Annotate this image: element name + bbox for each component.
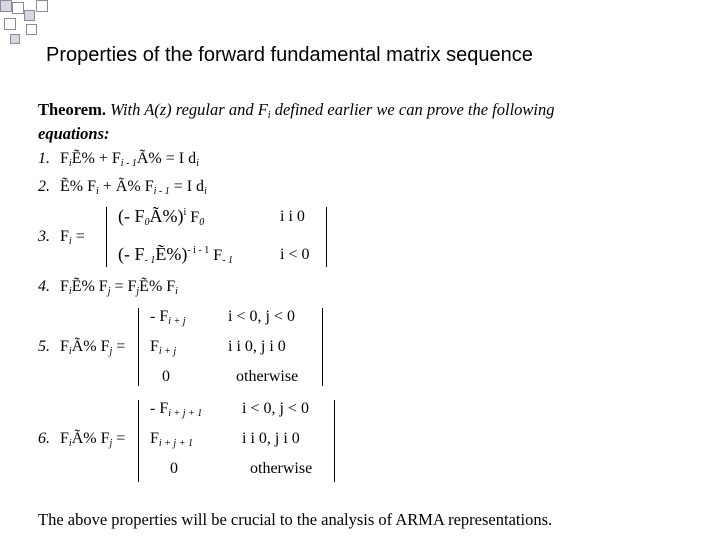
brace-left [138, 308, 139, 386]
equation-number: 1. [38, 150, 50, 167]
equation-6-lhs: $F_iÃ\%$ $F_j$ = [60, 430, 126, 449]
equation-5-cond-2: i i 0, j i 0 [228, 338, 286, 355]
equation-5-row-2: $F_{i + j}$ [150, 338, 177, 357]
equation-number: 6. [38, 430, 50, 447]
equation-4: $F_iẼ\%$ $F_j$ = $F_jẼ\%$ $F_i$ [60, 278, 178, 297]
equation-number: 4. [38, 278, 50, 295]
theorem-label: Theorem. [38, 100, 106, 119]
conclusion-text: The above properties will be crucial to the analysis of ARMA representations. [38, 510, 553, 529]
decor-square [12, 2, 24, 14]
theorem-statement: Theorem. With A(z) regular and $F_i$ defined earlier we can prove the following [38, 100, 555, 121]
decor-square [24, 10, 35, 21]
slide-title: Properties of the forward fundamental matrix sequence [46, 44, 533, 66]
equation-3-cond-2: i < 0 [280, 246, 310, 263]
equation-1: $F_iẼ\%$ + $F_{i - 1}Ã\% = I$ $d_i$ [60, 150, 199, 169]
theorem-text-2: defined earlier we can prove the following [270, 100, 555, 119]
theorem-text: With A(z) regular and F [105, 100, 268, 119]
decor-square [10, 34, 20, 44]
equations-label: equations: [38, 124, 110, 143]
brace-left [138, 400, 139, 482]
brace-right [334, 400, 335, 482]
equation-6-row-1: - $F_{i + j + 1}$ [150, 400, 203, 419]
equation-6-cond-2: i i 0, j i 0 [242, 430, 300, 447]
equation-3-lhs: $F_i$ = [60, 228, 85, 247]
equation-6-row-2: $F_{i + j + 1}$ [150, 430, 193, 449]
decor-square [36, 0, 48, 12]
equation-2: Ẽ% $F_i$ + Ã% $F_{i - 1} = I$ $d_i$ [60, 178, 207, 197]
decor-square [26, 24, 37, 35]
equation-6-cond-1: i < 0, j < 0 [242, 400, 309, 417]
brace-left [106, 207, 107, 267]
equation-3-case-1: (- $F_0Ã\%)^i$ $F_0$ [118, 206, 205, 228]
equation-number: 2. [38, 178, 50, 195]
equation-3-case-2: (- $F_{- 1}Ẽ\%)^{- i - 1}$ $F_{- 1}$ [118, 244, 234, 266]
equation-3-cond-1: i i 0 [280, 208, 305, 225]
equation-6-cond-3: otherwise [250, 460, 313, 477]
equation-number: 5. [38, 338, 50, 355]
equation-number: 3. [38, 228, 50, 245]
equation-5-cond-1: i < 0, j < 0 [228, 308, 295, 325]
brace-right [322, 308, 323, 386]
decor-square [0, 0, 12, 12]
brace-right [326, 207, 327, 267]
decor-square [4, 18, 16, 30]
equation-5-lhs: $F_iÃ\%$ $F_j$ = [60, 338, 126, 357]
equation-5-row-1: - $F_{i + j}$ [150, 308, 186, 327]
equation-5-row-3: 0 [162, 368, 170, 385]
equation-6-row-3: 0 [170, 460, 178, 477]
equation-5-cond-3: otherwise [236, 368, 299, 385]
